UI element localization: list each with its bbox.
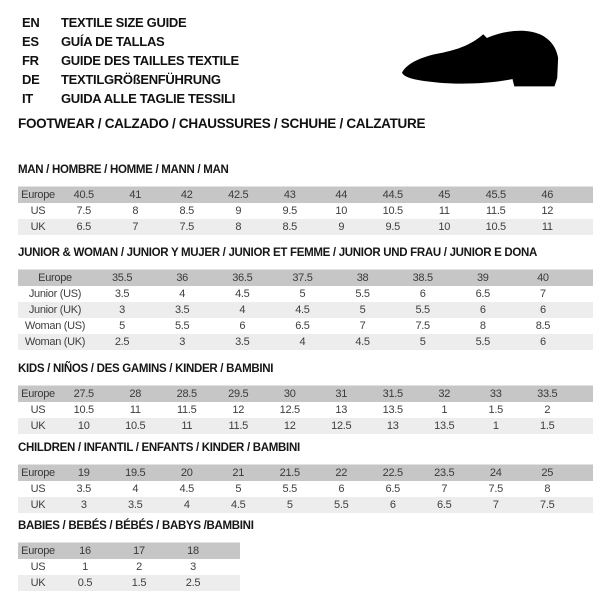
size-value-cell: 10.5 bbox=[73, 404, 94, 416]
size-value-cell: 11 bbox=[129, 404, 141, 416]
size-value-cell: 6 bbox=[239, 320, 246, 332]
size-value-cell: 43 bbox=[264, 187, 316, 204]
size-value-cell: 8.5 bbox=[179, 205, 194, 217]
size-value-cell: 40.5 bbox=[58, 187, 110, 204]
size-value-cell: 11 bbox=[522, 219, 574, 235]
size-value-cell: 5.5 bbox=[174, 320, 190, 332]
size-value-cell: 6.5 bbox=[295, 320, 310, 332]
row-label-cell: US bbox=[30, 205, 46, 217]
size-value-cell: 8 bbox=[544, 483, 551, 495]
size-value-cell: 1.5 bbox=[522, 418, 574, 434]
size-value-cell: 30 bbox=[264, 386, 316, 403]
size-value-cell: 38 bbox=[333, 270, 393, 287]
row-label-cell: US bbox=[30, 483, 46, 495]
size-value-cell: 4 bbox=[179, 288, 186, 300]
size-value-cell: 3.5 bbox=[152, 302, 212, 318]
language-label: GUIDA ALLE TAGLIE TESSILI bbox=[61, 91, 236, 106]
spacer-cell bbox=[573, 402, 593, 418]
size-value-cell: 5 bbox=[393, 334, 453, 350]
size-value-cell: 10.5 bbox=[382, 205, 403, 217]
size-section-children bbox=[18, 441, 593, 513]
category-title: FOOTWEAR / CALZADO / CHAUSSURES / SCHUHE / CALZATURE bbox=[18, 116, 426, 131]
size-value-cell: 8.5 bbox=[264, 219, 316, 235]
table-row bbox=[18, 418, 593, 434]
table-row bbox=[18, 402, 593, 418]
size-value-cell: 28 bbox=[110, 386, 162, 403]
size-value-cell: 1 bbox=[470, 418, 522, 434]
table-row bbox=[18, 559, 240, 575]
size-value-cell: 4.5 bbox=[235, 288, 250, 300]
size-value-cell: 17 bbox=[112, 543, 166, 560]
table-row bbox=[18, 575, 240, 591]
row-label-cell: UK bbox=[18, 497, 58, 513]
size-value-cell: 20 bbox=[161, 465, 213, 482]
row-label-cell: UK bbox=[18, 418, 58, 434]
size-value-cell: 12 bbox=[541, 205, 554, 217]
size-value-cell: 2.5 bbox=[166, 575, 220, 591]
language-label: GUÍA DE TALLAS bbox=[61, 34, 165, 49]
dress-shoe-icon bbox=[386, 6, 586, 111]
size-value-cell: 7.5 bbox=[161, 219, 213, 235]
size-value-cell: 12.5 bbox=[316, 418, 368, 434]
size-value-cell: 13.5 bbox=[419, 418, 471, 434]
size-value-cell: 8 bbox=[213, 219, 265, 235]
row-label-cell: Junior (US) bbox=[28, 288, 82, 300]
size-section-junior-woman bbox=[18, 246, 593, 350]
size-value-cell: 32 bbox=[419, 386, 471, 403]
size-value-cell: 6 bbox=[338, 483, 345, 495]
size-value-cell: 5 bbox=[235, 483, 242, 495]
size-value-cell: 4 bbox=[132, 483, 139, 495]
row-label-cell: UK bbox=[18, 575, 58, 591]
table-row bbox=[18, 286, 593, 302]
section-title: JUNIOR & WOMAN / JUNIOR Y MUJER / JUNIOR ET FEMME / JUNIOR UND FRAU / JUNIOR E DONA bbox=[18, 247, 538, 259]
size-section-babies bbox=[18, 519, 254, 591]
size-value-cell: 5 bbox=[333, 302, 393, 318]
language-label: TEXTILE SIZE GUIDE bbox=[61, 15, 187, 30]
table-row bbox=[18, 203, 593, 219]
spacer-cell bbox=[573, 465, 593, 482]
size-value-cell: 28.5 bbox=[161, 386, 213, 403]
size-value-cell: 13 bbox=[335, 404, 348, 416]
size-value-cell: 36 bbox=[152, 270, 212, 287]
size-value-cell: 31 bbox=[316, 386, 368, 403]
size-value-cell: 19.5 bbox=[110, 465, 162, 482]
spacer-cell bbox=[573, 334, 593, 350]
spacer-cell bbox=[573, 497, 593, 513]
section-title: KIDS / NIÑOS / DES GAMINS / KINDER / BAMBINI bbox=[18, 363, 274, 375]
table-row bbox=[18, 219, 593, 235]
size-value-cell: 10 bbox=[58, 418, 110, 434]
size-value-cell: 44 bbox=[316, 187, 368, 204]
size-value-cell: 10 bbox=[335, 205, 348, 217]
size-table bbox=[18, 464, 593, 513]
size-value-cell: 7 bbox=[470, 497, 522, 513]
size-value-cell: 2 bbox=[544, 404, 551, 416]
size-value-cell: 6.5 bbox=[475, 288, 491, 300]
size-value-cell: 10 bbox=[419, 219, 471, 235]
table-row bbox=[18, 497, 593, 513]
language-code: EN bbox=[22, 15, 40, 30]
size-value-cell: 7 bbox=[359, 320, 366, 332]
size-value-cell: 11 bbox=[438, 205, 450, 217]
size-value-cell: 4.5 bbox=[213, 497, 265, 513]
size-value-cell: 12.5 bbox=[279, 404, 300, 416]
size-value-cell: 2.5 bbox=[92, 334, 152, 350]
size-value-cell: 6.5 bbox=[58, 219, 110, 235]
size-table bbox=[18, 542, 240, 591]
size-table bbox=[18, 186, 593, 235]
size-value-cell: 40 bbox=[513, 270, 573, 287]
size-value-cell: 5.5 bbox=[393, 302, 453, 318]
row-label-cell: Europe bbox=[18, 543, 58, 560]
language-header bbox=[22, 13, 239, 108]
size-value-cell: 4 bbox=[161, 497, 213, 513]
size-value-cell: 2 bbox=[136, 561, 142, 573]
spacer-cell bbox=[573, 286, 593, 302]
size-section-man bbox=[18, 163, 593, 235]
size-value-cell: 45 bbox=[419, 187, 471, 204]
section-title: MAN / HOMBRE / HOMME / MANN / MAN bbox=[18, 164, 229, 176]
size-value-cell: 4.5 bbox=[333, 334, 393, 350]
row-label-cell: Europe bbox=[18, 187, 58, 204]
size-value-cell: 9 bbox=[316, 219, 368, 235]
size-value-cell: 3.5 bbox=[76, 483, 91, 495]
size-value-cell: 10.5 bbox=[470, 219, 522, 235]
row-label-cell: US bbox=[30, 561, 46, 573]
size-value-cell: 11.5 bbox=[177, 404, 197, 416]
section-title: BABIES / BEBÉS / BÉBÉS / BABYS /BAMBINI bbox=[18, 520, 254, 532]
language-code: ES bbox=[22, 34, 39, 49]
language-row bbox=[22, 89, 239, 108]
row-label-cell: Junior (UK) bbox=[18, 302, 92, 318]
size-value-cell: 5 bbox=[119, 320, 125, 332]
size-value-cell: 36.5 bbox=[212, 270, 272, 287]
size-value-cell: 0.5 bbox=[58, 575, 112, 591]
size-value-cell: 8 bbox=[132, 205, 139, 217]
size-value-cell: 12 bbox=[264, 418, 316, 434]
language-row bbox=[22, 51, 239, 70]
size-value-cell: 23.5 bbox=[419, 465, 471, 482]
size-value-cell: 7.5 bbox=[488, 483, 503, 495]
size-value-cell: 25 bbox=[522, 465, 574, 482]
size-value-cell: 42.5 bbox=[213, 187, 265, 204]
size-value-cell: 39 bbox=[453, 270, 513, 287]
language-row bbox=[22, 32, 239, 51]
language-code: FR bbox=[22, 53, 39, 68]
size-value-cell: 6.5 bbox=[419, 497, 471, 513]
spacer-cell bbox=[573, 219, 593, 235]
spacer-cell bbox=[573, 418, 593, 434]
size-section-kids bbox=[18, 362, 593, 434]
size-value-cell: 38.5 bbox=[393, 270, 453, 287]
table-row bbox=[18, 465, 593, 482]
size-value-cell: 13.5 bbox=[382, 404, 403, 416]
spacer-cell bbox=[573, 203, 593, 219]
size-value-cell: 3.5 bbox=[114, 288, 130, 300]
size-value-cell: 18 bbox=[166, 543, 220, 560]
row-label-cell: UK bbox=[18, 219, 58, 235]
language-code: DE bbox=[22, 72, 40, 87]
size-value-cell: 9.5 bbox=[282, 205, 297, 217]
spacer-cell bbox=[573, 481, 593, 497]
size-value-cell: 3 bbox=[58, 497, 110, 513]
table-row bbox=[18, 543, 240, 560]
size-value-cell: 1.5 bbox=[112, 575, 166, 591]
size-value-cell: 4 bbox=[212, 302, 272, 318]
size-value-cell: 3 bbox=[152, 334, 212, 350]
row-label-cell: Woman (UK) bbox=[18, 334, 92, 350]
size-value-cell: 7.5 bbox=[415, 320, 430, 332]
size-value-cell: 21.5 bbox=[264, 465, 316, 482]
size-value-cell: 9.5 bbox=[367, 219, 419, 235]
size-value-cell: 29.5 bbox=[213, 386, 265, 403]
size-value-cell: 3.5 bbox=[212, 334, 272, 350]
size-value-cell: 7 bbox=[540, 288, 546, 300]
size-value-cell: 6 bbox=[453, 302, 513, 318]
size-value-cell: 3 bbox=[190, 561, 196, 573]
size-value-cell: 8 bbox=[479, 320, 486, 332]
size-value-cell: 5.5 bbox=[316, 497, 368, 513]
size-value-cell: 5.5 bbox=[282, 483, 297, 495]
size-value-cell: 4.5 bbox=[179, 483, 194, 495]
language-label: TEXTILGRÖßENFÜHRUNG bbox=[61, 72, 221, 87]
size-value-cell: 4 bbox=[272, 334, 332, 350]
size-value-cell: 46 bbox=[522, 187, 574, 204]
size-value-cell: 44.5 bbox=[367, 187, 419, 204]
size-value-cell: 5 bbox=[264, 497, 316, 513]
size-value-cell: 10.5 bbox=[110, 418, 162, 434]
size-value-cell: 33.5 bbox=[522, 386, 574, 403]
size-value-cell: 6 bbox=[367, 497, 419, 513]
table-row bbox=[18, 270, 593, 287]
spacer-cell bbox=[573, 386, 593, 403]
table-row bbox=[18, 187, 593, 204]
language-code: IT bbox=[22, 91, 33, 106]
size-value-cell: 7 bbox=[441, 483, 448, 495]
size-value-cell: 6 bbox=[513, 334, 573, 350]
row-label-cell: Europe bbox=[18, 465, 58, 482]
table-row bbox=[18, 481, 593, 497]
size-value-cell: 6 bbox=[419, 288, 426, 300]
size-value-cell: 35.5 bbox=[92, 270, 152, 287]
language-row bbox=[22, 13, 239, 32]
spacer-cell bbox=[573, 187, 593, 204]
size-value-cell: 5.5 bbox=[453, 334, 513, 350]
size-value-cell: 5 bbox=[299, 288, 306, 300]
size-value-cell: 1.5 bbox=[488, 404, 503, 416]
size-value-cell: 9 bbox=[235, 205, 242, 217]
spacer-cell bbox=[573, 318, 593, 334]
size-value-cell: 22.5 bbox=[367, 465, 419, 482]
size-value-cell: 6.5 bbox=[385, 483, 400, 495]
size-value-cell: 21 bbox=[213, 465, 265, 482]
size-value-cell: 33 bbox=[470, 386, 522, 403]
row-label-cell: Europe bbox=[18, 386, 58, 403]
size-value-cell: 42 bbox=[161, 187, 213, 204]
size-value-cell: 5.5 bbox=[355, 288, 370, 300]
size-value-cell: 6 bbox=[513, 302, 573, 318]
spacer-cell bbox=[573, 270, 593, 287]
size-value-cell: 7.5 bbox=[76, 205, 91, 217]
row-label-cell: Woman (US) bbox=[24, 320, 86, 332]
spacer-cell bbox=[220, 559, 240, 575]
size-table bbox=[18, 385, 593, 434]
size-value-cell: 16 bbox=[58, 543, 112, 560]
size-value-cell: 8.5 bbox=[535, 320, 551, 332]
size-value-cell: 41 bbox=[110, 187, 162, 204]
size-value-cell: 3 bbox=[92, 302, 152, 318]
language-row bbox=[22, 70, 239, 89]
size-value-cell: 22 bbox=[316, 465, 368, 482]
section-title: CHILDREN / INFANTIL / ENFANTS / KINDER / BAMBINI bbox=[18, 442, 300, 454]
row-label-cell: US bbox=[30, 404, 46, 416]
size-value-cell: 7.5 bbox=[522, 497, 574, 513]
size-value-cell: 11 bbox=[161, 418, 213, 434]
table-row bbox=[18, 302, 593, 318]
size-value-cell: 3.5 bbox=[110, 497, 162, 513]
spacer-cell bbox=[220, 575, 240, 591]
size-value-cell: 4.5 bbox=[272, 302, 332, 318]
size-value-cell: 45.5 bbox=[470, 187, 522, 204]
size-value-cell: 11.5 bbox=[213, 418, 265, 434]
table-row bbox=[18, 334, 593, 350]
size-value-cell: 7 bbox=[110, 219, 162, 235]
size-value-cell: 13 bbox=[367, 418, 419, 434]
size-value-cell: 27.5 bbox=[58, 386, 110, 403]
spacer-cell bbox=[220, 543, 240, 560]
size-value-cell: 1 bbox=[441, 404, 448, 416]
size-value-cell: 1 bbox=[82, 561, 88, 573]
size-value-cell: 19 bbox=[58, 465, 110, 482]
language-label: GUIDE DES TAILLES TEXTILE bbox=[61, 53, 239, 68]
size-value-cell: 11.5 bbox=[486, 205, 506, 217]
size-table bbox=[18, 269, 593, 350]
table-row bbox=[18, 318, 593, 334]
size-value-cell: 12 bbox=[232, 404, 245, 416]
size-value-cell: 31.5 bbox=[367, 386, 419, 403]
size-value-cell: 24 bbox=[470, 465, 522, 482]
spacer-cell bbox=[573, 302, 593, 318]
size-value-cell: 37.5 bbox=[272, 270, 332, 287]
table-row bbox=[18, 386, 593, 403]
row-label-cell: Europe bbox=[18, 270, 92, 287]
